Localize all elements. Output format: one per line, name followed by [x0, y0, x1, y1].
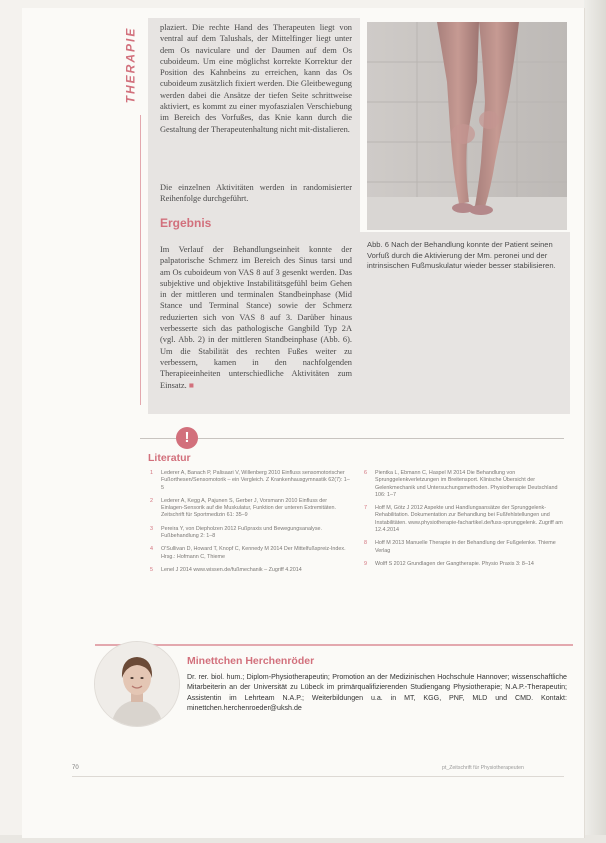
literatur-item-number: 3 — [150, 525, 153, 532]
literatur-item — [364, 561, 564, 568]
literatur-item-number: 1 — [150, 470, 153, 476]
literatur-item — [150, 567, 350, 574]
literatur-item — [150, 470, 350, 492]
literatur-heading: Literatur — [148, 452, 191, 464]
literatur-list-left — [150, 470, 350, 580]
literatur-item — [150, 498, 350, 520]
literatur-item-number: 2 — [150, 497, 153, 504]
body-paragraph-3-text: Im Verlauf der Behandlungseinheit konnte der palpatorische Schmerz im Bereich des Sinus tarsi und am Os cuboideum von VAS 8 auf 3 gesenkt werden. Das subjektive und objektive Instabilitätsgefühl beim Gehen in der mittleren und terminalen Standbeinphase (Mid Stance und Terminal Stance) sowie der Schmerz reduzierten sich von VAS 8 auf 3. Darüber hinaus verbesserte sich das pathologische Gangbild Typ 2A (vgl. Abb. 2) in der mittleren Standbeinphase (Abb. 6). Um die Stabilität des rechten Fußes weiter zu verbessern, kamen in den nachfolgenden Therapieeinheiten unterschiedliche Aktivitäten zum Einsatz. — [160, 245, 352, 390]
literatur-item-text: Lederer A, Kegg A, Pajunen S, Gerber J, Vorsmann 2010 Einfluss der Einlagen-Sensorik auf die Muskulatur, Funktion der unteren Extremitäten. Zeitschrift für Sportmedizin 61: 35–9 — [161, 497, 336, 519]
avatar — [94, 641, 180, 727]
avatar-illustration — [95, 642, 179, 726]
literatur-item-text: Pientka L, Ebmann C, Haspel M 2014 Die Behandlung von Sprunggelenkverletzungen im Breitensport. Klinische Übersicht der Gelenkmechanik und Untersuchungsmethoden. Physiotherapie Deutschland 106: 1–7 — [375, 470, 558, 498]
literatur-item-number: 4 — [150, 546, 153, 553]
literatur-item-number: 6 — [364, 470, 367, 476]
literatur-item-number: 5 — [150, 566, 153, 573]
section-label-text: THERAPIE — [123, 26, 137, 104]
body-paragraph-3 — [160, 244, 352, 391]
literatur-item-text: Pereira Y, von Diepholzen 2012 Fußpraxis und Bewegungsanalyse. Fußbehandlung 2: 1–8 — [161, 525, 323, 540]
literatur-item — [364, 505, 564, 534]
alert-icon: ! — [176, 427, 198, 449]
author-bio: Dr. rer. biol. hum.; Diplom-Physiotherapeutin; Promotion an der Medizinischen Hochschule Hannover; wissenschaftliche Mitarbeiterin an der Universität zu Lübeck im primärqualifizierenden Studiengang Physiotherapie; N.A.P.-Therapeutin; Assistentin im Lehrteam N.A.P.; Weiterbildungen u.a. in MT, KGG, PNF, MLD und CMD. Kontakt: minettchen.herchenroeder@uksh.de — [187, 673, 567, 713]
author-name: Minettchen Herchenröder — [187, 655, 315, 667]
literatur-item-text: Lederer A, Banach P, Palisaari V, Willenberg 2010 Einfluss sensomotorischer Fußorthesen/Sensomotorik – ein Vergleich. Z Krankenhausgymnastik 62(7): 1–5 — [161, 470, 350, 491]
figure-caption: Abb. 6 Nach der Behandlung konnte der Patient seinen Vorfuß durch die Aktivierung der Mm. peronei und der intrinsischen Fußmuskulatur wieder besser stabilisieren. — [367, 240, 556, 270]
body-paragraph-2: Die einzelnen Aktivitäten werden in randomisierter Reihenfolge durchgeführt. — [160, 183, 352, 204]
literatur-item-text: Lenel J 2014 www.wissen.de/fußmechanik – Zugriff 4.2014 — [161, 566, 302, 573]
literatur-item-number: 7 — [364, 505, 367, 512]
literatur-item — [150, 546, 350, 561]
literatur-item — [364, 470, 564, 499]
footer-rule — [72, 776, 564, 777]
end-marker: ■ — [188, 380, 194, 390]
body-paragraph-1: plaziert. Die rechte Hand des Therapeuten liegt von ventral auf dem Talushals, der Mittelfinger liegt unter dem Os naviculare und der Daumen auf dem Os cuboideum. Um eine möglichst korrekte Korrektur der Position des Kahnbeins zu erreichen, kann das Os cuboideum zusätzlich fixiert werden. Die Gleitbewegung werden dabei die Ansätze der tiefen Seite schrittweise aktiviert, es kommt zu einer myofaszialen Verschiebung im Bereich des Vorfußes, das Knie kann durch die Gestaltung der Therapeutenhaltung nicht mit-distalieren. — [160, 23, 352, 134]
literatur-item-text: O'Sullivan D, Howard T, Knopf C, Kennedy M 2014 Der Mittelfußspreiz-Index. Hrsg.: Hofmann C, Thieme — [161, 546, 346, 560]
section-rule — [140, 115, 141, 405]
literatur-item-text: Hoff M, Götz J 2012 Aspekte und Handlungsansätze der Sprunggelenk-Rehabilitation. Dokumentation zur Behandlung bei Fußfehlstellungen und Instabilitäten. www.physiotherapie-fachartikel.de/fuss-sprunggelenk. Zugriff am 12.4.2014 — [375, 505, 563, 534]
literatur-item-number: 9 — [364, 560, 367, 567]
literatur-item — [150, 526, 350, 541]
heading-ergebnis: Ergebnis — [160, 216, 212, 230]
literatur-item-number: 8 — [364, 540, 367, 547]
literatur-item — [364, 540, 564, 555]
footer-journal: pt_Zeitschrift für Physiotherapeuten — [442, 765, 524, 771]
photo-illustration — [367, 22, 567, 230]
section-label — [120, 20, 140, 110]
scan-edge — [584, 0, 606, 843]
literatur-item-text: Wolff S 2012 Grundlagen der Gangtherapie. Physio Praxis 3: 8–14 — [375, 560, 534, 567]
page-number: 70 — [72, 765, 79, 771]
literatur-divider — [140, 438, 564, 439]
literatur-item-text: Hoff M 2013 Manuelle Therapie in der Behandlung der Fußgelenke. Thieme Verlag — [375, 540, 556, 554]
photo-legs-walking — [367, 22, 567, 230]
literatur-list-right — [364, 470, 564, 574]
